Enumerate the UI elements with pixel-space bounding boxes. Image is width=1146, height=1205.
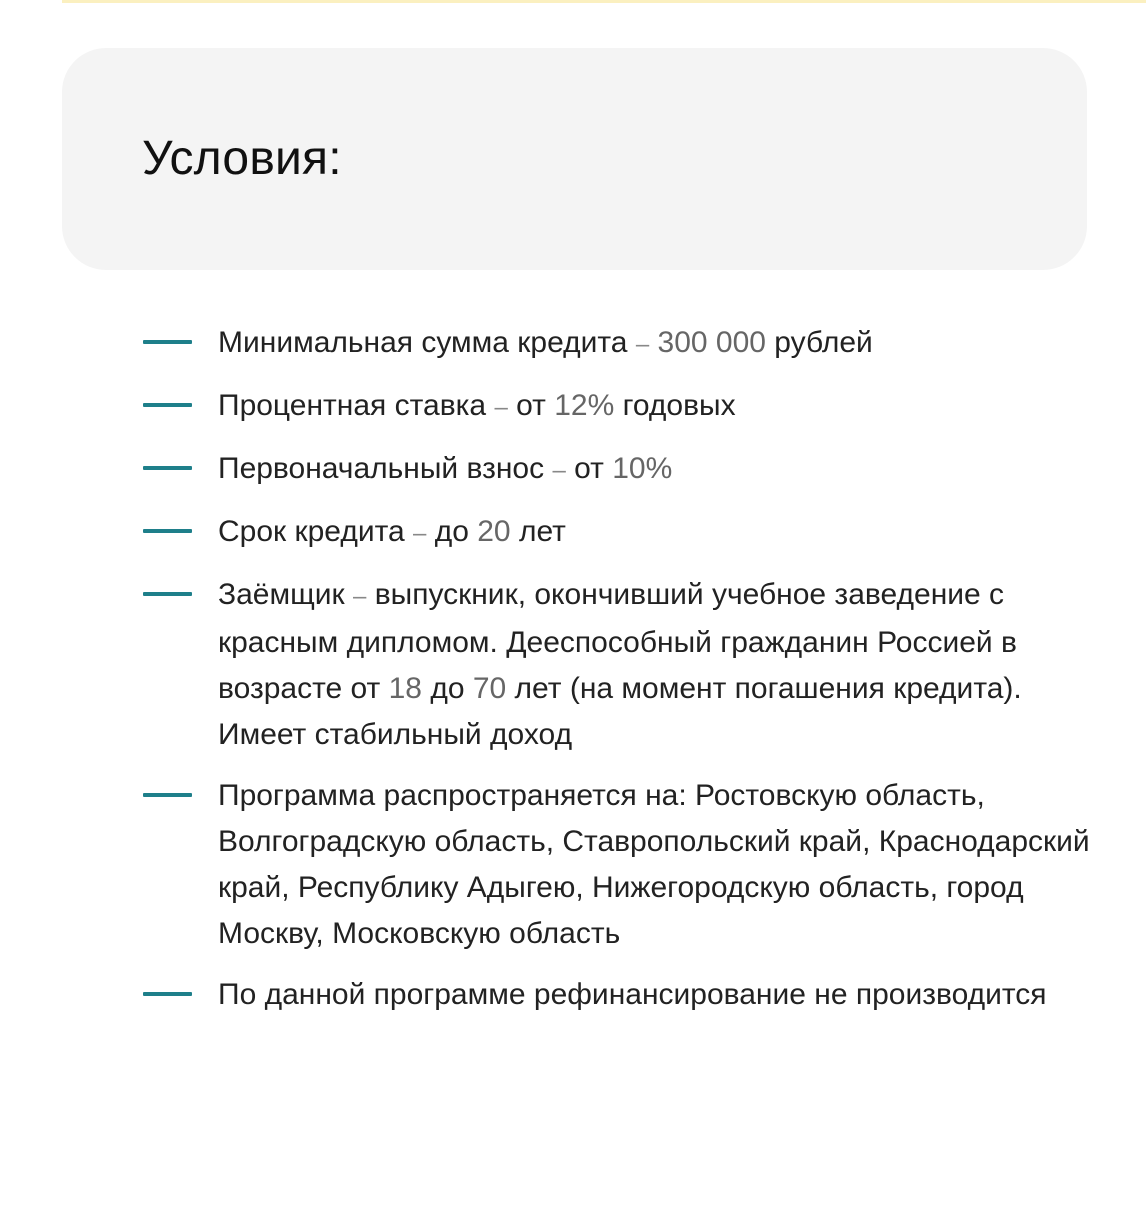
condition-text: Срок кредита [218, 515, 414, 548]
condition-text: до [421, 672, 473, 705]
condition-separator: – [552, 457, 566, 484]
dash-icon [143, 403, 192, 407]
dash-icon [143, 992, 192, 996]
dash-icon [143, 793, 192, 797]
dash-icon [143, 466, 192, 470]
conditions-title: Условия: [142, 132, 342, 185]
list-item [143, 773, 1093, 957]
condition-separator: – [413, 520, 427, 547]
condition-text: Процентная ставка [218, 389, 495, 422]
condition-separator: – [494, 394, 508, 421]
condition-separator: – [635, 331, 650, 358]
condition-number: 12% [554, 389, 615, 422]
list-item [143, 572, 1093, 758]
list-item [143, 320, 1093, 368]
condition-separator: – [353, 583, 367, 610]
condition-text: Минимальная сумма кредита [218, 326, 636, 359]
condition-text: рублей [765, 326, 873, 359]
condition-number: 70 [472, 672, 507, 705]
condition-text: выпускник, окончивший учебное заведение с красным дипломом. Дееспособный гражданин Россией в возрасте от [218, 578, 1017, 705]
condition-text [649, 326, 657, 359]
list-item [143, 972, 1093, 1018]
condition-text: Заёмщик [218, 578, 354, 611]
condition-text: Первоначальный взнос [218, 452, 553, 485]
dash-icon [143, 529, 192, 533]
conditions-list [143, 320, 1093, 1033]
condition-text: лет (на момент погашения кредита). Имеет стабильный доход [218, 672, 1022, 751]
condition-text: лет [510, 515, 566, 548]
condition-number: 20 [477, 515, 511, 548]
list-item [143, 383, 1093, 431]
condition-text: годовых [614, 389, 736, 422]
dash-icon [143, 592, 192, 596]
condition-number: 18 [388, 672, 422, 705]
condition-number: 300 000 [657, 326, 766, 359]
list-item [143, 509, 1093, 557]
top-divider [62, 0, 1146, 3]
conditions-header-card [62, 48, 1087, 270]
condition-text: от [565, 452, 613, 485]
list-item [143, 446, 1093, 494]
condition-text: По данной программе рефинансирование не производится [218, 978, 1047, 1011]
condition-number: 10% [612, 452, 673, 485]
condition-text: от [507, 389, 555, 422]
dash-icon [143, 340, 192, 344]
condition-text: Программа распространяется на: Ростовскую область, Волгоградскую область, Ставропольский край, Краснодарский край, Республику Адыгею, Нижегородскую область, город Москву, Московскую область [218, 779, 1090, 950]
condition-text: до [426, 515, 478, 548]
